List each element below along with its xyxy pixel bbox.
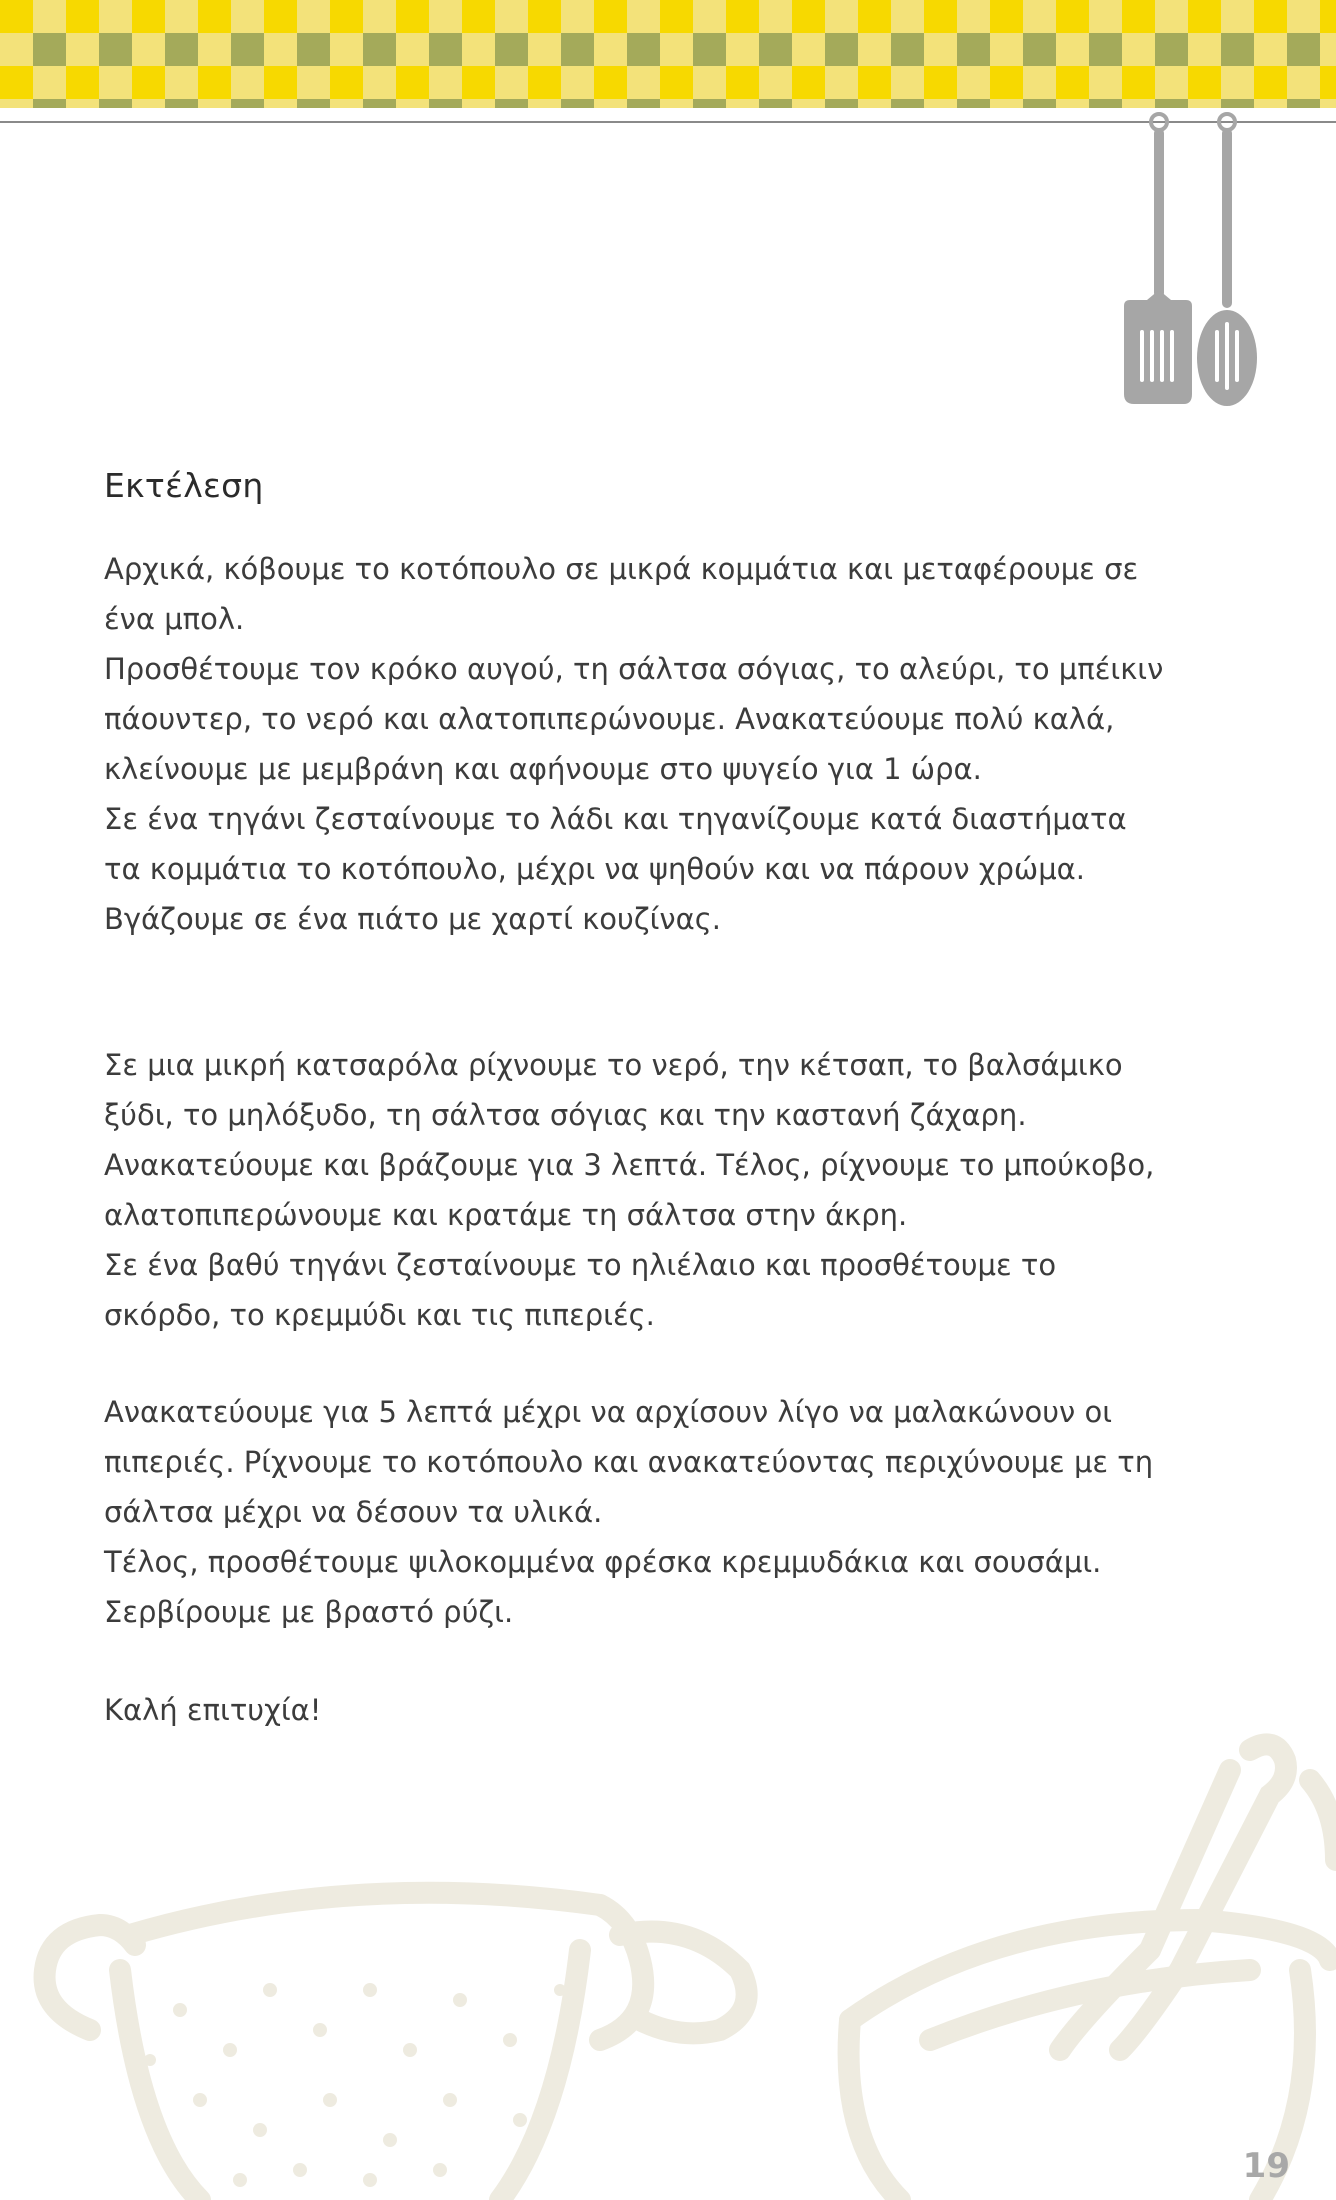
closing-wish: Καλή επιτυχία! xyxy=(104,1693,322,1727)
paragraph-marinate-and-fry: Αρχικά, κόβουμε το κοτόπουλο σε μικρά κομμάτια και μεταφέρουμε σε ένα μπολ. Προσθέτουμε τον κρόκο αυγού, τη σάλτσα σόγιας, το αλεύρι, το μπέικιν πάουντερ, το νερό και αλατοπιπερώνουμε. Ανακατεύουμε πολύ καλά, κλείνουμε με μεμβράνη και αφήνουμε στο ψυγείο για 1 ώρα. Σε ένα τηγάνι ζεσταίνουμε το λάδι και τηγανίζουμε κατά διαστήματα τα κομμάτια το κοτόπουλο, μέχρι να ψηθούν και να πάρουν χρώμα. Βγάζουμε σε ένα πιάτο με χαρτί κουζίνας. xyxy=(104,552,1164,936)
paragraph-sauce-and-vegetables: Σε μια μικρή κατσαρόλα ρίχνουμε το νερό, την κέτσαπ, το βαλσάμικο ξύδι, το μηλόξυδο, τη σάλτσα σόγιας και την καστανή ζάχαρη. Ανακατεύουμε και βράζουμε για 3 λεπτά. Τέλος, ρίχνουμε το μπούκοβο, αλατοπιπερώνουμε και κρατάμε τη σάλτσα στην άκρη. Σε ένα βαθύ τηγάνι ζεσταίνουμε το ηλιέλαιο και προσθέτουμε το σκόρδο, το κρεμμύδι και τις πιπεριές. xyxy=(104,1048,1155,1332)
spatula-icon xyxy=(1124,114,1192,404)
slotted-spoon-icon xyxy=(1197,114,1257,406)
checkered-tablecloth-border xyxy=(0,0,1336,108)
mixing-bowl-whisk-illustration xyxy=(849,1744,1336,2200)
colander-holes xyxy=(144,1983,566,2187)
section-heading: Εκτέλεση xyxy=(104,466,264,505)
paragraph-combine-and-serve: Ανακατεύουμε για 5 λεπτά μέχρι να αρχίσουν λίγο να μαλακώνουν οι πιπεριές. Ρίχνουμε το κοτόπουλο και ανακατεύοντας περιχύνουμε με τη σάλτσα μέχρι να δέσουν τα υλικά. Τέλος, προσθέτουμε ψιλοκομμένα φρέσκα κρεμμυδάκια και σουσάμι. Σερβίρουμε με βραστό ρύζι. xyxy=(104,1395,1154,1629)
hanging-utensils xyxy=(1120,108,1270,408)
colander-illustration xyxy=(45,1893,747,2200)
page-number: 19 xyxy=(1242,2146,1290,2186)
kitchenware-illustration xyxy=(0,1720,1336,2200)
